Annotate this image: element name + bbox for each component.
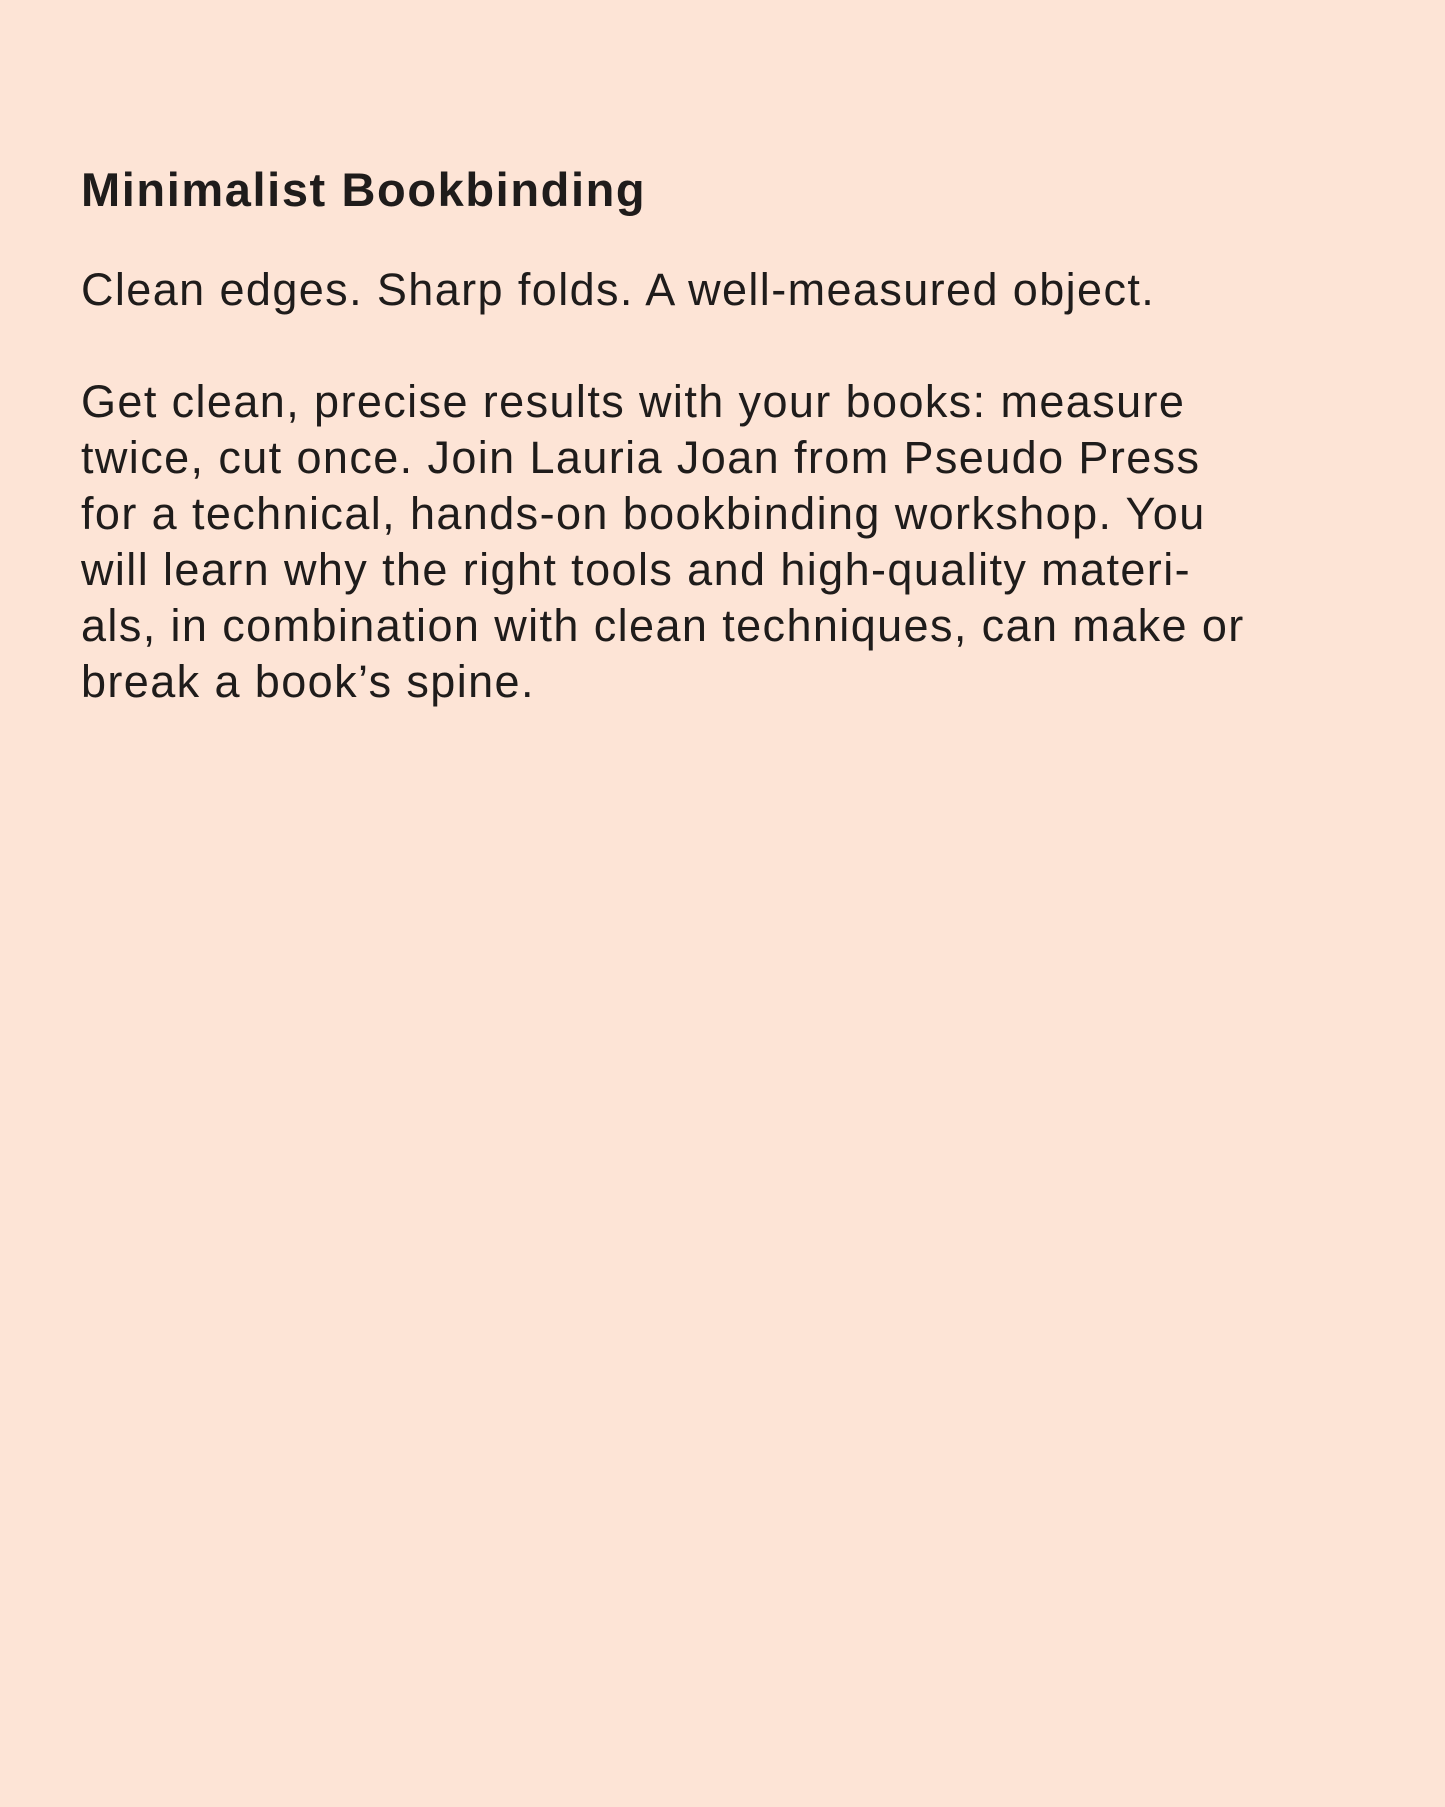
document-page xyxy=(81,160,1381,710)
body-line: break a book’s spine. xyxy=(81,656,535,707)
document-body-paragraph xyxy=(81,374,1381,710)
document-title: Minimalist Bookbinding xyxy=(81,163,647,216)
body-line: als, in combination with clean techniques, can make or xyxy=(81,600,1245,651)
body-line: will learn why the right tools and high-quality materi- xyxy=(81,544,1191,595)
document-tagline: Clean edges. Sharp folds. A well-measured object. xyxy=(81,264,1156,315)
body-line: for a technical, hands-on bookbinding workshop. You xyxy=(81,488,1206,539)
body-line: twice, cut once. Join Lauria Joan from Pseudo Press xyxy=(81,432,1201,483)
body-line: Get clean, precise results with your books: measure xyxy=(81,376,1186,427)
